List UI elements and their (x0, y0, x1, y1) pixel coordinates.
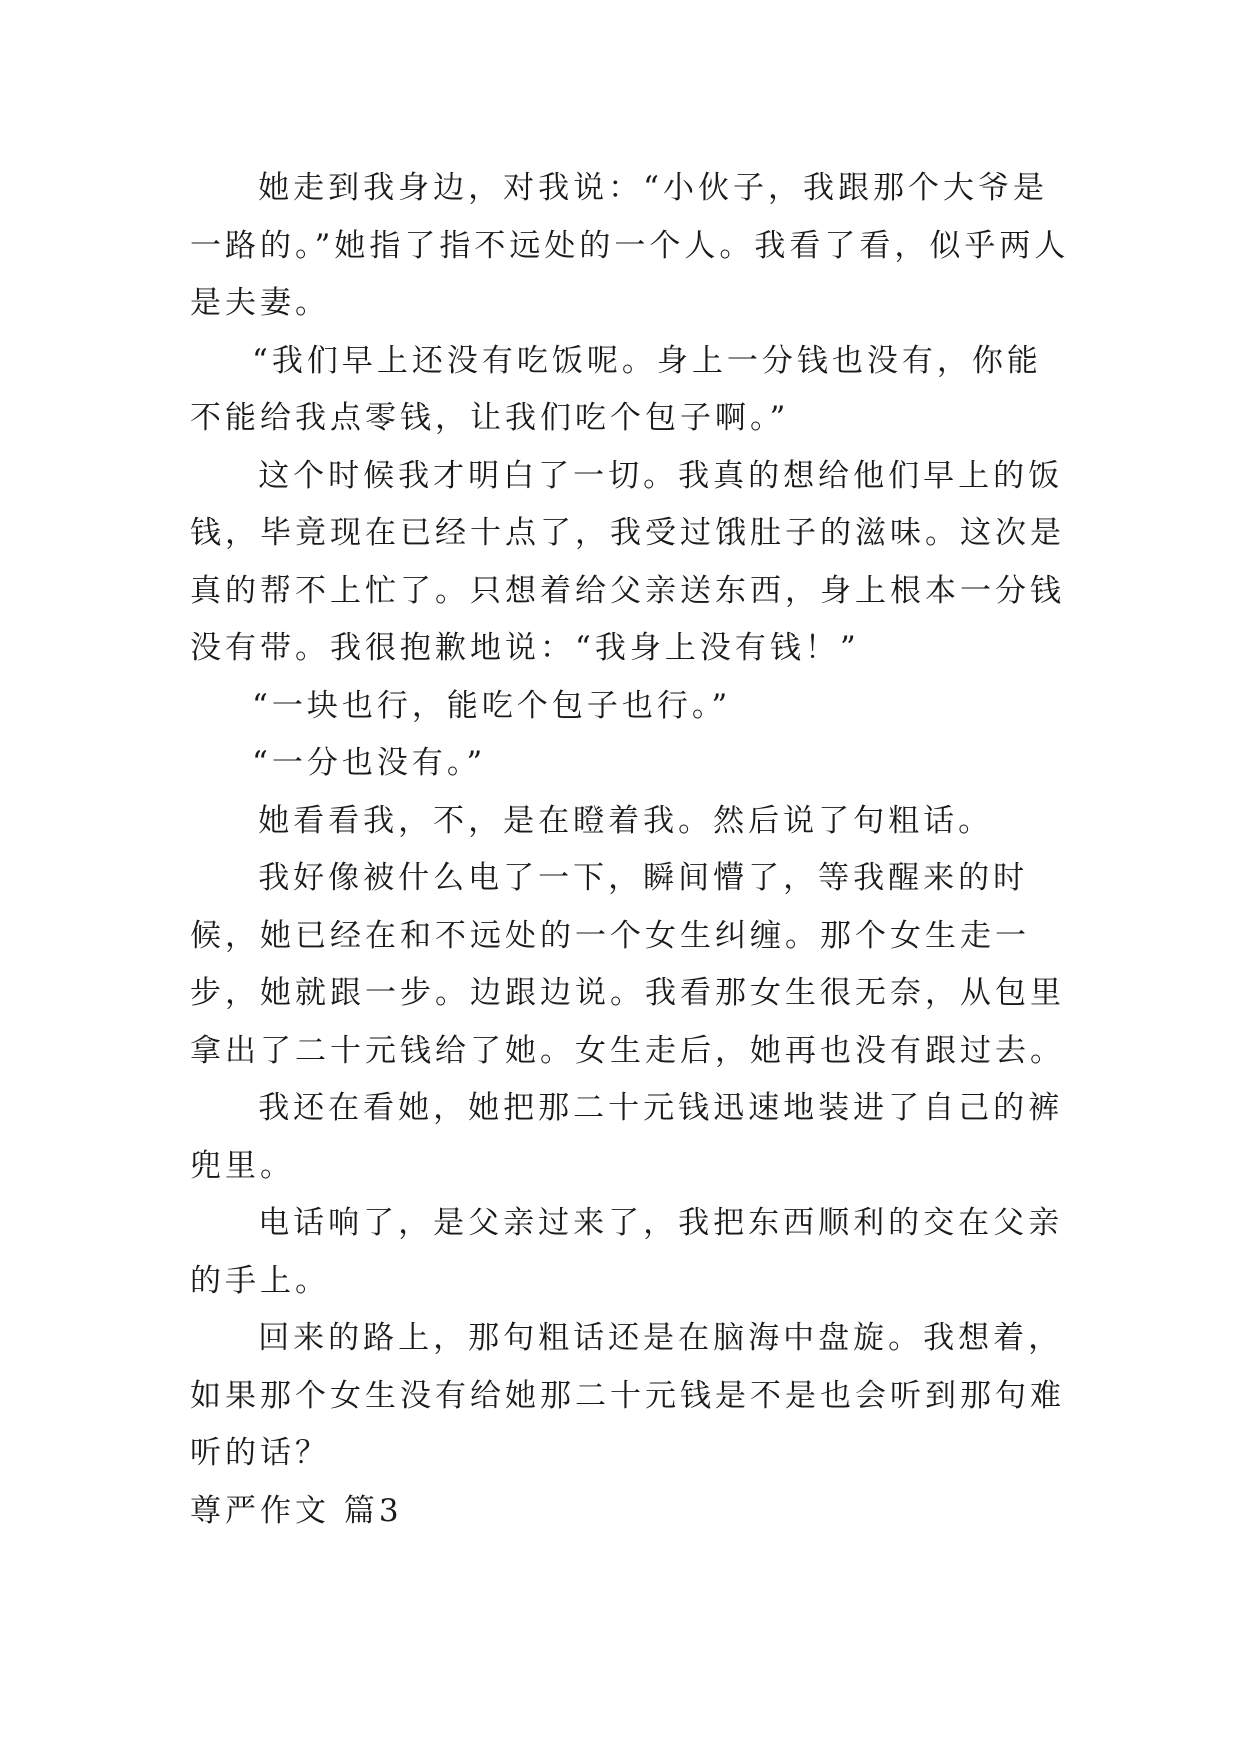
article-body (190, 160, 1070, 1540)
paragraph: 回来的路上，那句粗话还是在脑海中盘旋。我想着，如果那个女生没有给她那二十元钱是不是也会听到那句难听的话？ (190, 1320, 1065, 1471)
paragraph: “一块也行，能吃个包子也行。” (252, 687, 732, 724)
paragraph: “我们早上还没有吃饭呢。身上一分钱也没有，你能不能给我点零钱，让我们吃个包子啊。” (190, 342, 1042, 436)
paragraph: 她看看我，不，是在瞪着我。然后说了句粗话。 (258, 802, 994, 839)
paragraph: 我还在看她，她把那二十元钱迅速地装进了自己的裤兜里。 (190, 1090, 1064, 1184)
paragraph: 她走到我身边，对我说：“小伙子，我跟那个大爷是一路的。”她指了指不远处的一个人。我看了看，似乎两人是夫妻。 (190, 170, 1070, 321)
paragraph: 这个时候我才明白了一切。我真的想给他们早上的饭钱，毕竟现在已经十点了，我受过饿肚子的滋味。这次是真的帮不上忙了。只想着给父亲送东西，身上根本一分钱没有带。我很抱歉地说：“我身上没有钱！” (190, 457, 1065, 666)
paragraph: “一分也没有。” (252, 745, 487, 781)
section-heading: 尊严作文 篇3 (190, 1492, 403, 1529)
paragraph: 我好像被什么电了一下，瞬间懵了，等我醒来的时候，她已经在和不远处的一个女生纠缠。那个女生走一步，她就跟一步。边跟边说。我看那女生很无奈，从包里拿出了二十元钱给了她。女生走后，她再也没有跟过去。 (190, 860, 1065, 1069)
paragraph: 电话响了，是父亲过来了，我把东西顺利的交在父亲的手上。 (190, 1205, 1064, 1299)
